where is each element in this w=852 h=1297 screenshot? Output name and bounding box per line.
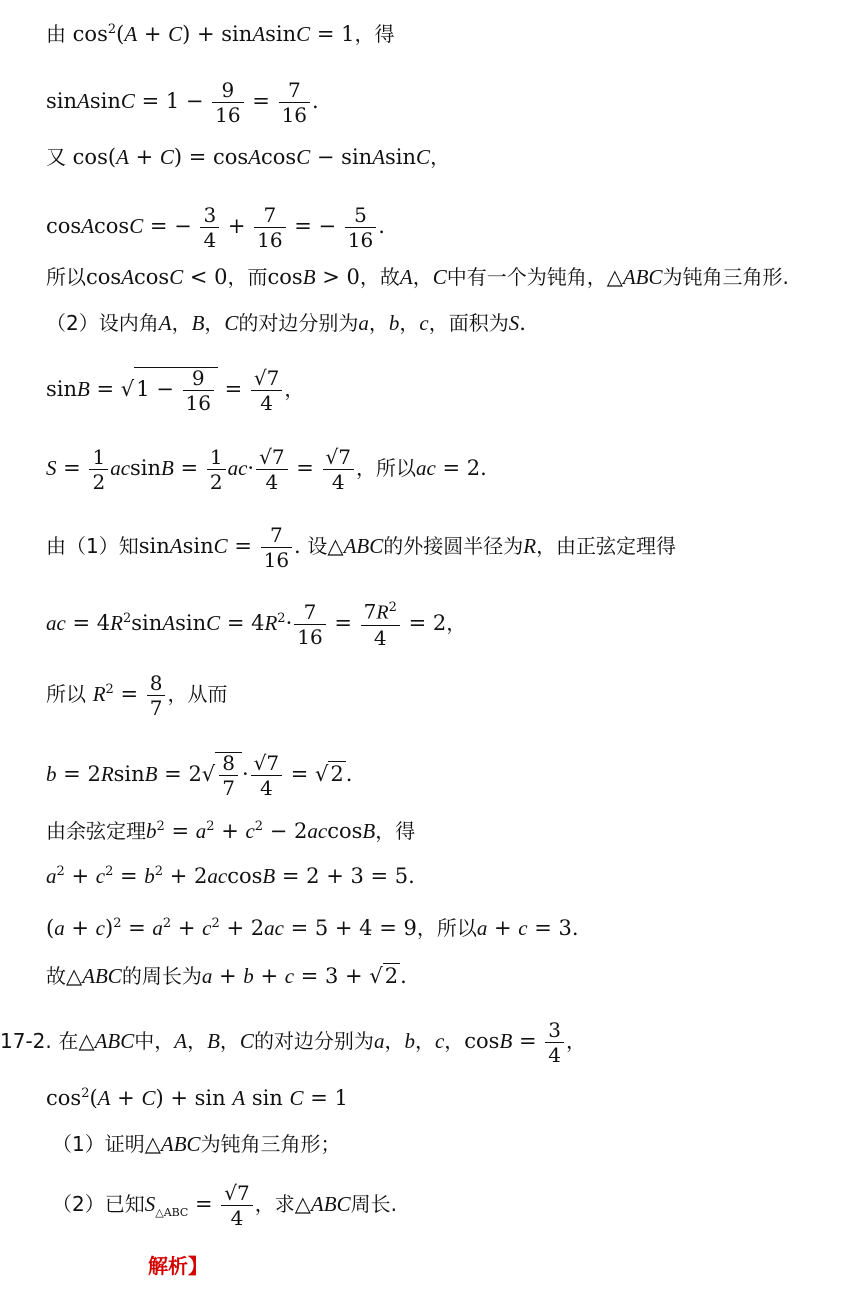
analysis-label: 解析】 xyxy=(148,1254,208,1278)
solution-line-7: sinB = √1 − $\frac{9}{16}$ = $\frac{√7}{4}$ ， xyxy=(46,366,305,415)
solution-line-4: cosAcosC = − $\frac{3}{4}$ + $\frac{7}{16}$ = − $\frac{5}{16}$ . xyxy=(46,203,385,252)
solution-line-11: 所以 $R^2$ = $\frac{8}{7}$ ，从而 xyxy=(46,671,228,720)
problem-part-2: （2）已知$S_{\triangle ABC}$ = $\frac{√7}{4}$ ，求△ABC周长. xyxy=(52,1181,397,1230)
solution-line-9: 由（1）知sinAsinC = $\frac{7}{16}$ . 设△ABC的外接圆半径为R，由正弦定理得 xyxy=(46,523,677,572)
problem-part-1: （1）证明△ABC为钝角三角形； xyxy=(52,1132,341,1156)
problem-number: 17-2. xyxy=(0,1029,52,1053)
solution-line-10: ac = $4R^2sinAsinC = 4R^2\cdot$ $\frac{7}{16}$ = $\frac{7R^2}{4}$ = 2， xyxy=(46,599,467,650)
solution-line-1: 由 $\cos^2(A + C)$ + sinAsinC = 1，得 xyxy=(46,22,395,46)
problem-statement: 17-2. 在△ABC中，A，B，C的对边分别为a，b，c，cosB = $\frac{3}{4}$ ， xyxy=(0,1018,586,1067)
solution-line-13: 由余弦定理$b^2 = a^2 + c^2 - 2accosB$，得 xyxy=(46,819,416,843)
solution-line-3: 又 cos(A + C) = cosAcosC − sinAsinC， xyxy=(46,145,451,169)
solution-line-8: S = $\frac{1}{2}$ acsinB = $\frac{1}{2}$ ac· $\frac{√7}{4}$ = $\frac{√7}{4}$ ，所以ac = 2. xyxy=(46,445,487,494)
solution-line-16: 故△ABC的周长为a + b + c = 3 + √2. xyxy=(46,964,407,988)
solution-line-14: $a^2 + c^2 = b^2 + 2accosB = 2 + 3 = 5$. xyxy=(46,864,415,888)
solution-line-5: 所以cosAcosC < 0，而cosB > 0，故A，C中有一个为钝角，△ABC为钝角三角形. xyxy=(46,265,789,289)
problem-condition: $\cos^2(A + C) + \sin A$ sin C = 1 xyxy=(46,1086,348,1110)
solution-line-6: （2）设内角A，B，C的对边分别为a，b，c，面积为S. xyxy=(46,311,526,335)
solution-line-15: $(a + c)^2 = a^2 + c^2 + 2ac = 5 + 4 = 9$，所以a + c = 3. xyxy=(46,916,579,940)
solution-line-12: b = 2RsinB = 2√ $\frac{8}{7}$ · $\frac{√7}{4}$ = √2. xyxy=(46,751,353,800)
solution-line-2: sinAsinC = 1 − $\frac{9}{16}$ = $\frac{7}{16}$ . xyxy=(46,78,319,127)
